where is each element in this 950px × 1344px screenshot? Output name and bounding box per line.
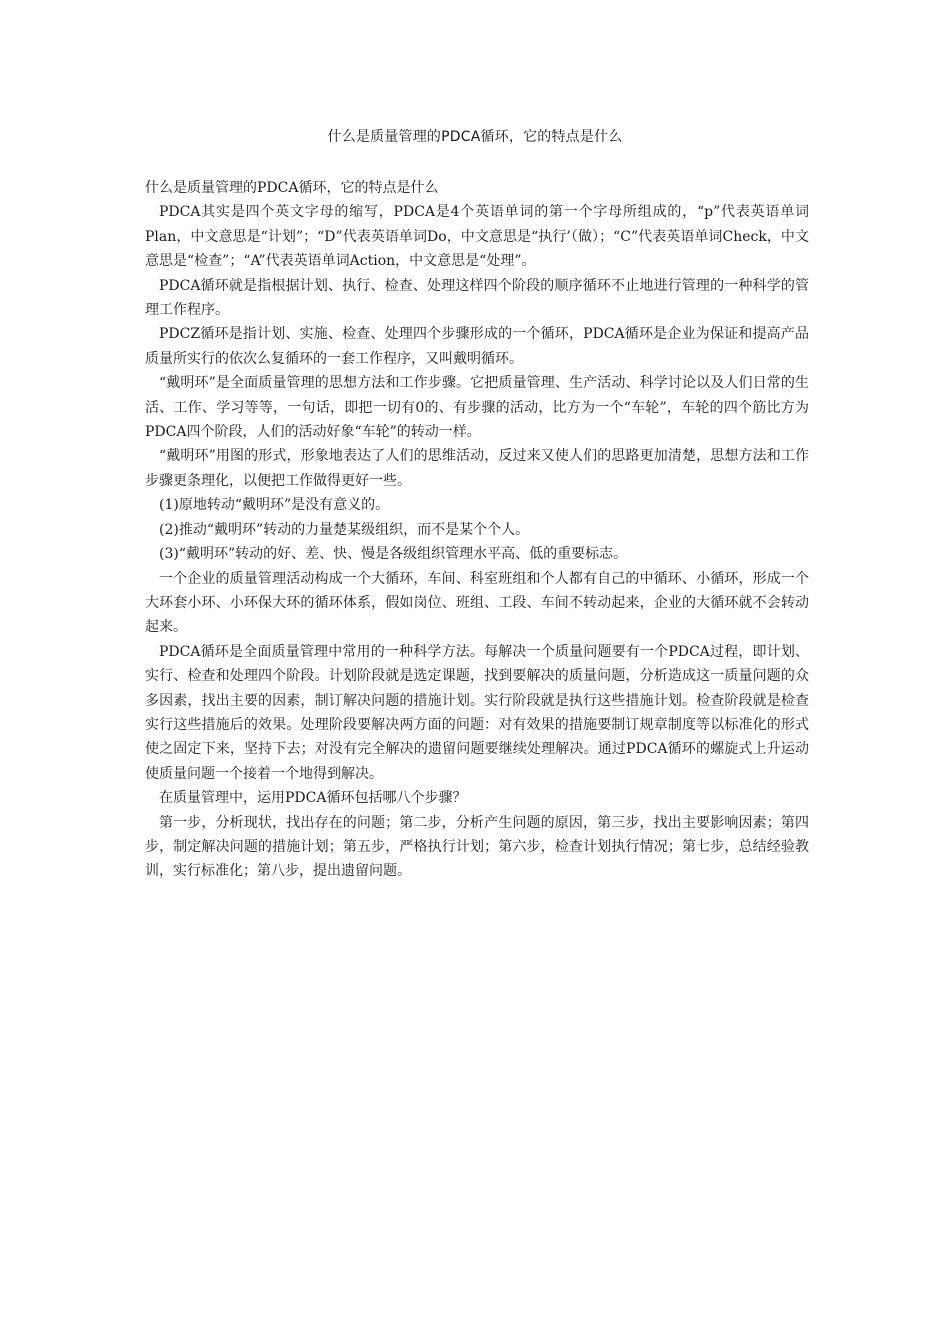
paragraph-pdca-definition: PDCA其实是四个英文字母的缩写，PDCA是4个英语单词的第一个字母所组成的，“p”代表英语单词Plan，中文意思是“计划”；“D”代表英语单词Do，中文意思是“执行’（做）；“C”代表英语单词Check，中文意思是“检查”；“A”代表英语单词Action，中文意思是“处理”。: [145, 204, 809, 270]
document-title: 什么是质量管理的PDCA循环，它的特点是什么: [327, 129, 623, 145]
list-item-1: (1)原地转动“戴明环”是没有意义的。: [159, 497, 390, 514]
list-item-3: (3)“戴明环”转动的好、差、快、慢是各级组织管理水平高、低的重要标志。: [159, 546, 628, 563]
document-body: [145, 176, 809, 884]
body-heading: 什么是质量管理的PDCA循环，它的特点是什么: [145, 180, 439, 196]
paragraph-deming-diagram: “戴明环”用图的形式，形象地表达了人们的思维活动，反过来又使人们的思路更加清楚，思想方法和工作步骤更条理化，以便把工作做得更好一些。: [145, 448, 809, 489]
paragraph-eight-steps-question: 在质量管理中，运用PDCA循环包括哪八个步骤？: [159, 790, 467, 807]
paragraph-eight-steps: 第一步，分析现状，找出存在的问题；第二步，分析产生问题的原因，第三步，找出主要影响因素；第四步，制定解决问题的措施计划；第五步，严格执行计划；第六步，检查计划执行情况；第七步，总结经验教训，实行标准化；第八步，提出遗留问题。: [145, 814, 809, 880]
paragraph-pdca-cycle: PDCA循环就是指根据计划、执行、检查、处理这样四个阶段的顺序循环不止地进行管理的一种科学的管理工作程序。: [145, 277, 809, 319]
paragraph-pdcz-cycle: PDCZ循环是指计划、实施、检查、处理四个步骤形成的一个循环，PDCA循环是企业为保证和提高产品质量所实行的依次么复循环的一套工作程序，又叫戴明循环。: [145, 326, 809, 367]
list-item-2: (2)推动“戴明环”转动的力量楚某级组织，而不是某个个人。: [159, 521, 530, 538]
paragraph-pdca-method: PDCA循环是全面质量管理中常用的一种科学方法。每解决一个质量问题要有一个PDCA过程，即计划、实行、检查和处理四个阶段。计划阶段就是选定课题，找到要解决的质量问题，分析造成这一质量问题的众多因素，找出主要的因素，制订解决问题的措施计划。实行阶段就是执行这些措施计划。检查阶段就是检查实行这些措施后的效果。处理阶段要解决两方面的问题：对有效果的措施要制订规章制度等以标准化的形式使之固定下来，坚持下去；对没有完全解决的遗留问题要继续处理解决。通过PDCA循环的螺旋式上升运动使质量问题一个接着一个地得到解决。: [145, 643, 809, 782]
paragraph-enterprise-cycle: 一个企业的质量管理活动构成一个大循环，车间、科室班组和个人都有自己的中循环、小循环，形成一个大环套小环、小环保大环的循环体系，假如岗位、班组、工段、车间不转动起来，企业的大循环就不会转动起来。: [145, 570, 809, 636]
paragraph-deming-wheel: “戴明环”是全面质量管理的思想方法和工作步骤。它把质量管理、生产活动、科学讨论以及人们日常的生活、工作、学习等等，一句话，即把一切有0的、有步骤的活动，比方为一个“车轮”，车轮的四个筋比方为PDCA四个阶段，人们的活动好象“车轮”的转动一样。: [145, 375, 809, 441]
